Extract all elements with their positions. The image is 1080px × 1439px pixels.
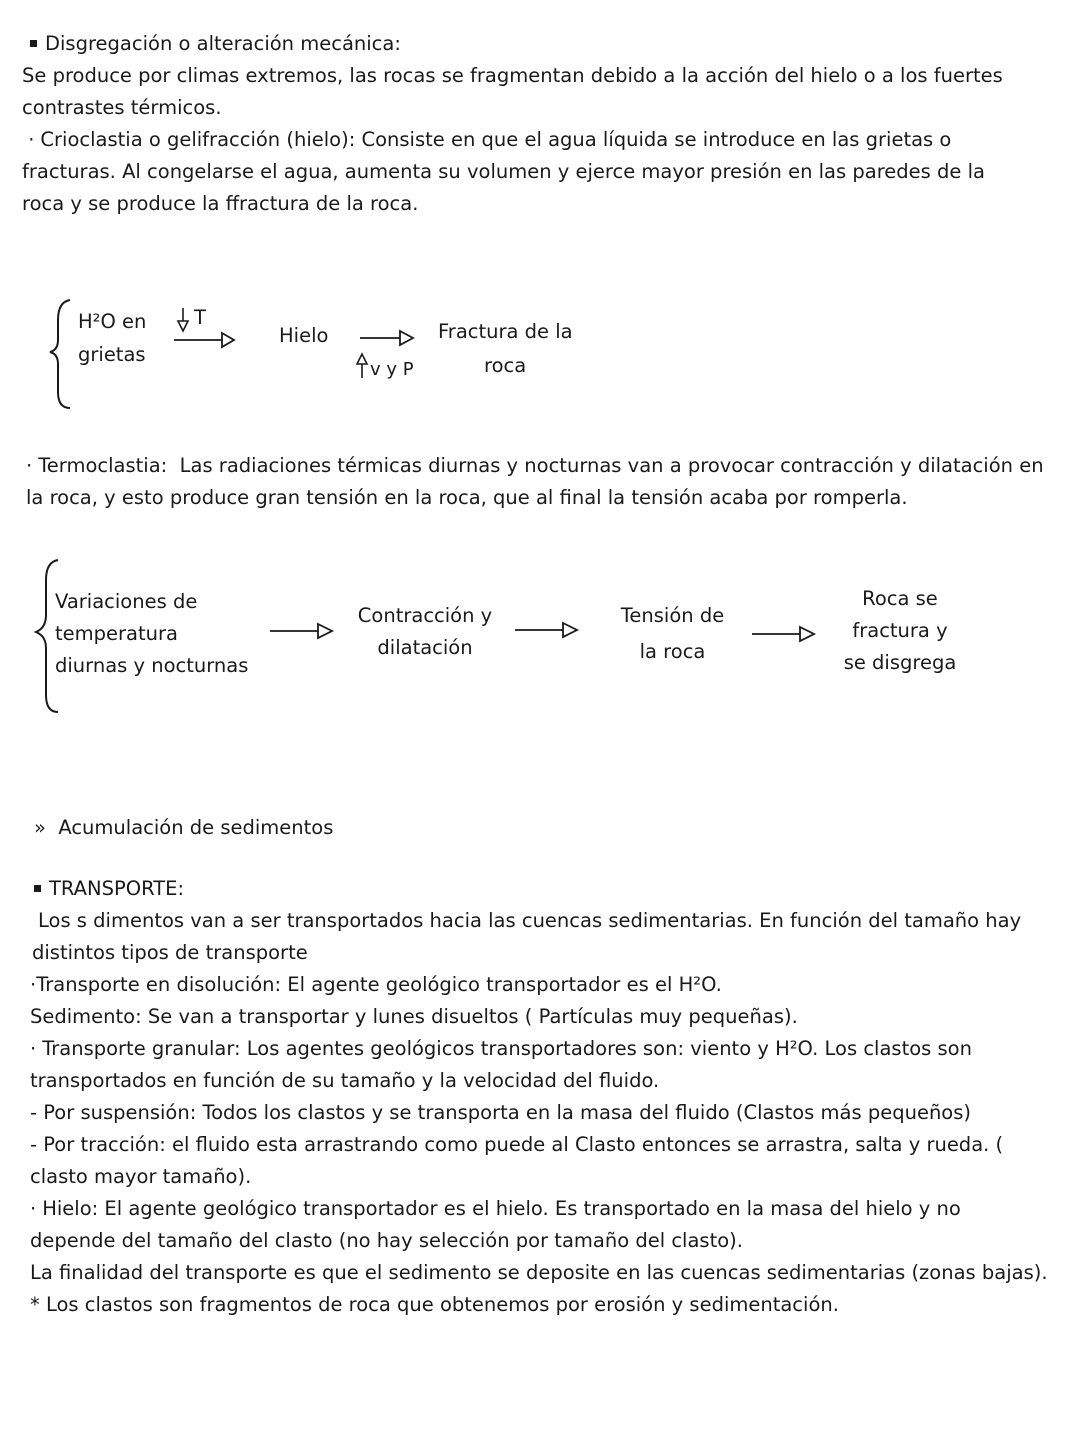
- diagram1-arrow2-label: v y P: [370, 359, 414, 380]
- arrow-head-icon: [563, 623, 577, 637]
- dot-bullet-icon: ·: [30, 1037, 37, 1060]
- diagram1-node-h2o-line2: grietas: [78, 343, 146, 366]
- arrow-head-icon: [318, 624, 332, 638]
- diagram1-node-fractura-line1: Fractura de la: [438, 320, 573, 343]
- section-heading-acumulacion: » Acumulación de sedimentos: [34, 816, 334, 839]
- transporte-intro: Los s dimentos van a ser transportados hacia las cuencas sedimentarias. En función del tamaño hay distintos tipos de transporte: [32, 909, 1022, 964]
- diagram2-node-variaciones-line1: Variaciones de: [55, 590, 198, 613]
- crioclastia-term: Crioclastia o gelifracción (hielo):: [40, 128, 356, 151]
- disgregacion-intro: Se produce por climas extremos, las rocas se fragmentan debido a la acción del hielo o a los fuertes contrastes térmicos.: [22, 64, 1003, 119]
- transporte-traccion: - Por tracción: el fluido esta arrastrando como puede al Clasto entonces se arrastra, salta y rueda. ( clasto mayor tamaño).: [30, 1133, 1004, 1188]
- section-heading-disgregacion: Disgregación o alteración mecánica:: [30, 28, 401, 60]
- square-bullet-icon: [34, 885, 41, 892]
- arrow-head-icon: [800, 627, 814, 641]
- transporte-hielo-paragraph: · Hielo: El agente geológico transportador es el hielo. Es transportado en la masa del hielo y no depende del tamaño del clasto (no hay selección por tamaño del clasto).: [30, 1197, 961, 1252]
- diagram1-node-fractura-line2: roca: [484, 354, 527, 377]
- diagram1-node-h2o-line1: H²O en: [78, 310, 147, 333]
- dot-bullet-icon: ·: [22, 128, 35, 151]
- diagram2-node-tension: Tensión de la roca: [620, 604, 725, 663]
- transporte-granular-paragraph: · Transporte granular: Los agentes geológicos transportadores son: viento y H²O. Los clastos son transportados en función de su tamaño y la velocidad del fluido.: [30, 1037, 972, 1092]
- diagram2-node-variaciones-line3: diurnas y nocturnas: [55, 654, 249, 677]
- diagram1-arrow1-label: T: [194, 306, 206, 329]
- diagram2-node-roca: Roca se fractura y se disgrega: [843, 587, 957, 674]
- transporte-heading: TRANSPORTE:: [34, 873, 184, 905]
- dot-bullet-icon: ·: [30, 1197, 37, 1220]
- transporte-suspension: - Por suspensión: Todos los clastos y se transporta en la masa del fluido (Clastos más pequeños): [30, 1101, 971, 1124]
- diagram1-node-hielo: Hielo: [279, 324, 329, 347]
- diagram2-node-contraccion: Contracción y dilatación: [357, 604, 493, 659]
- crioclastia-text: Consiste en que el agua líquida se introduce en las grietas o fracturas. Al congelarse el agua, aumenta su volumen y ejerce mayor presión en las paredes de la roca y se produce la ffractura de la roca.: [22, 128, 985, 215]
- transporte-disolucion: ·Transporte en disolución: El agente geológico transportador es el H²O.: [30, 973, 722, 996]
- double-chevron-icon: »: [34, 816, 46, 839]
- termoclastia-text: Las radiaciones térmicas diurnas y nocturnas van a provocar contracción y dilatación en la roca, y esto produce gran tensión en la roca, que al final la tensión acaba por romperla.: [26, 454, 1044, 509]
- transporte-finalidad: La finalidad del transporte es que el sedimento se deposite en las cuencas sedimentarias (zonas bajas).: [30, 1261, 1048, 1284]
- diagram2-node-variaciones-line2: temperatura: [55, 622, 178, 645]
- transporte-sedimento: Sedimento: Se van a transportar y lunes disueltos ( Partículas muy pequeñas).: [30, 1005, 798, 1028]
- transporte-clastos-note: * Los clastos son fragmentos de roca que obtenemos por erosión y sedimentación.: [30, 1293, 839, 1316]
- termoclastia-term: Termoclastia:: [38, 454, 168, 477]
- dot-bullet-icon: ·: [26, 454, 33, 477]
